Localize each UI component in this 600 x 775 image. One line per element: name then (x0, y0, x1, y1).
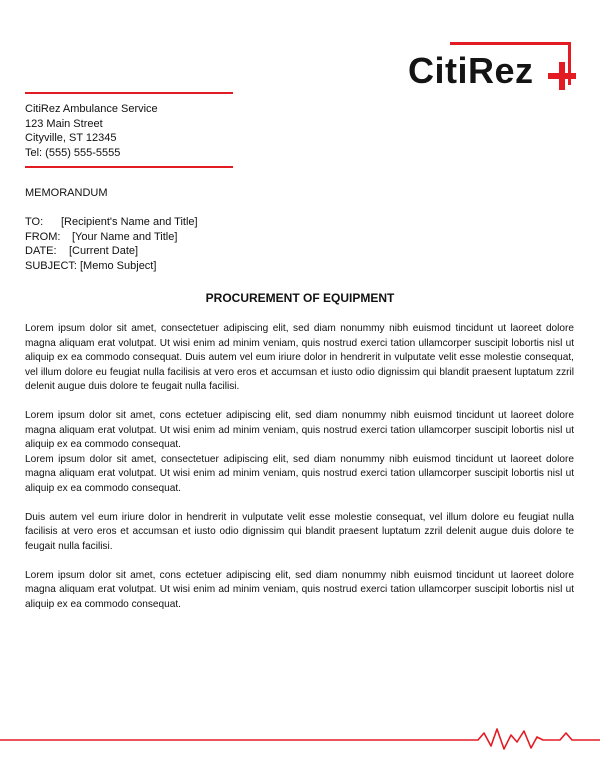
memo-fields (25, 215, 198, 273)
field-value: [Current Date] (69, 245, 139, 257)
field-value: [Recipient's Name and Title] (61, 216, 198, 228)
field-value: [Your Name and Title] (72, 230, 178, 243)
sender-name: CitiRez Ambulance Service (25, 103, 158, 115)
body-paragraph: Duis autem vel eum iriure dolor in hendrerit in vulputate velit esse molestie consequat, vel illum dolore eu feugiat nulla facilisis at vero eros et accumsan et iusto odio dignissim qui blandit praesent luptatum zzril delenit augue duis dolore te feugait nulla facilisi. (25, 511, 574, 552)
field-to (25, 215, 198, 230)
field-subject (25, 259, 198, 274)
field-date (25, 244, 198, 259)
field-value: [Memo Subject] (80, 259, 157, 272)
body-paragraph: Lorem ipsum dolor sit amet, consectetuer adipiscing elit, sed diam nonummy nibh euismod tincidunt ut laoreet dolore magna aliquam erat volutpat. Ut wisi enim ad minim veniam, quis nostrud exerci tation ullamcorper suscipit lobortis nisl ut aliquip ex ea commodo consequat. Duis autem vel eum iriure dolor in hendrerit in vulputate velit esse molestie consequat, vel illum dolore eu feugiat nulla facilisis at vero eros et accumsan et iusto odio dignissim qui blandit praesent luptatum zzril delenit augue duis dolore te feugait nulla facilisi. (25, 323, 574, 392)
body-paragraph: Lorem ipsum dolor sit amet, cons ectetuer adipiscing elit, sed diam nonummy nibh euismod tincidunt ut laoreet dolore magna aliquam erat volutpat. Ut wisi enim ad minim veniam, quis nostrud exerci tation ullamcorper suscipit lobortis nisl ut aliquip ex ea commodo consequat. (25, 569, 574, 610)
body-paragraph: Lorem ipsum dolor sit amet, cons ectetuer adipiscing elit, sed diam nonummy nibh euismod tincidunt ut laoreet dolore magna aliquam erat volutpat. Ut wisi enim ad minim veniam, quis nostrud exerci tation ullamcorper suscipit lobortis nisl ut aliquip ex ea commodo consequat. (25, 410, 574, 450)
sender-city: Cityville, ST 12345 (25, 132, 117, 144)
body-paragraph: Lorem ipsum dolor sit amet, consectetuer adipiscing elit, sed diam nonummy nibh euismod tincidunt ut laoreet dolore magna aliquam erat volutpat. Ut wisi enim ad minim veniam, quis nostrud exerci tation ullamcorper suscipit lobortis nisl ut aliquip ex ea commodo consequat. (25, 453, 574, 494)
top-divider (25, 92, 233, 94)
sender-address (25, 102, 158, 160)
plus-cross-icon (548, 62, 576, 90)
sender-tel: Tel: (555) 555-5555 (25, 146, 121, 159)
memo-title: PROCUREMENT OF EQUIPMENT (205, 291, 395, 305)
field-key: TO: (25, 216, 44, 228)
field-key: FROM: (25, 230, 61, 243)
memo-body (25, 322, 574, 627)
field-key: DATE: (25, 245, 57, 257)
field-key: SUBJECT: (25, 259, 77, 272)
logo-text: CitiRez (408, 50, 534, 91)
memo-label: MEMORANDUM (25, 187, 108, 199)
company-logo (400, 40, 580, 98)
field-from (25, 230, 198, 245)
sender-street: 123 Main Street (25, 117, 103, 130)
heartbeat-line-icon (0, 722, 600, 752)
bottom-divider (25, 166, 233, 168)
